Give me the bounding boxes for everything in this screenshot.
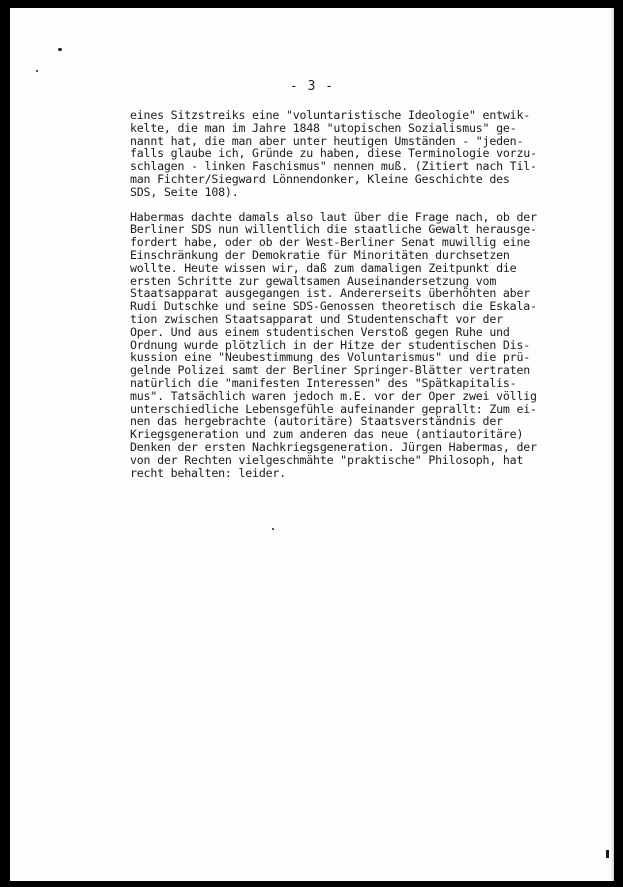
paragraph-2 xyxy=(130,211,580,480)
text-line: eines Sitzstreiks eine "voluntaristische Ideologie" entwik- xyxy=(130,108,531,122)
text-line: von der Rechten vielgeschmähte "praktische" Philosoph, hat xyxy=(130,452,524,467)
text-line: nannt hat, die man aber unter heutigen Umständen - "jeden- xyxy=(130,133,524,148)
text-line: schlagen - linken Faschismus" nennen muß. (Zitiert nach Til- xyxy=(130,159,537,174)
text-line: Berliner SDS nun willentlich die staatliche Gewalt herausge- xyxy=(130,222,537,237)
body-text xyxy=(130,109,580,479)
text-line: kelte, die man im Jahre 1848 "utopischen Sozialismus" ge- xyxy=(130,120,517,135)
text-line: falls glaube ich, Gründe zu haben, diese Terminologie vorzu- xyxy=(130,146,537,161)
text-line: SDS, Seite 108). xyxy=(130,184,239,199)
text-line: Oper. Und aus einem studentischen Verstoß gegen Ruhe und xyxy=(130,324,510,339)
text-line: nen das hergebrachte (autoritäre) Staatsverständnis der xyxy=(130,414,503,429)
text-line: Habermas dachte damals also laut über die Frage nach, ob der xyxy=(130,209,537,224)
text-line: Kriegsgeneration und zum anderen das neue (antiautoritäre) xyxy=(130,427,524,442)
text-line: Rudi Dutschke und seine SDS-Genossen theoretisch die Eskala- xyxy=(130,299,537,314)
scan-speck xyxy=(272,528,274,530)
document-page xyxy=(10,8,614,881)
text-line: unterschiedliche Lebensgefühle aufeinander geprallt: Zum ei- xyxy=(130,401,537,416)
page-number: - 3 - xyxy=(289,79,335,94)
scan-speck xyxy=(606,850,609,858)
text-line: ersten Schritte zur gewaltsamen Auseinandersetzung vom xyxy=(130,273,497,288)
text-line: mus". Tatsächlich waren jedoch m.E. vor der Oper zwei völlig xyxy=(130,388,537,403)
scan-speck xyxy=(58,48,62,51)
text-line: man Fichter/Siegward Lönnendonker, Kleine Geschichte des xyxy=(130,171,510,186)
text-line: recht behalten: leider. xyxy=(130,465,286,480)
text-line: Staatsapparat ausgegangen ist. Andererseits überhöhten aber xyxy=(130,286,531,301)
paragraph-1 xyxy=(130,109,580,199)
text-line: kussion eine "Neubestimmung des Voluntarismus" und die prü- xyxy=(130,350,531,365)
text-line: natürlich die "manifesten Interessen" des "Spätkapitalis- xyxy=(130,375,517,390)
text-line: fordert habe, oder ob der West-Berliner Senat muwillig eine xyxy=(130,235,531,250)
paragraph-gap xyxy=(130,199,580,211)
scan-edge xyxy=(611,8,614,881)
text-line: Einschränkung der Demokratie für Minoritäten durchsetzen xyxy=(130,247,510,262)
scan-speck xyxy=(36,70,38,72)
text-line: Ordnung wurde plötzlich in der Hitze der studentischen Dis- xyxy=(130,337,531,352)
text-line: gelnde Polizei samt der Berliner Springer-Blätter vertraten xyxy=(130,363,531,378)
text-line: Denken der ersten Nachkriegsgeneration. Jürgen Habermas, der xyxy=(130,439,537,454)
text-line: wollte. Heute wissen wir, daß zum damaligen Zeitpunkt die xyxy=(130,260,517,275)
text-line: tion zwischen Staatsapparat und Studentenschaft vor der xyxy=(130,311,503,326)
